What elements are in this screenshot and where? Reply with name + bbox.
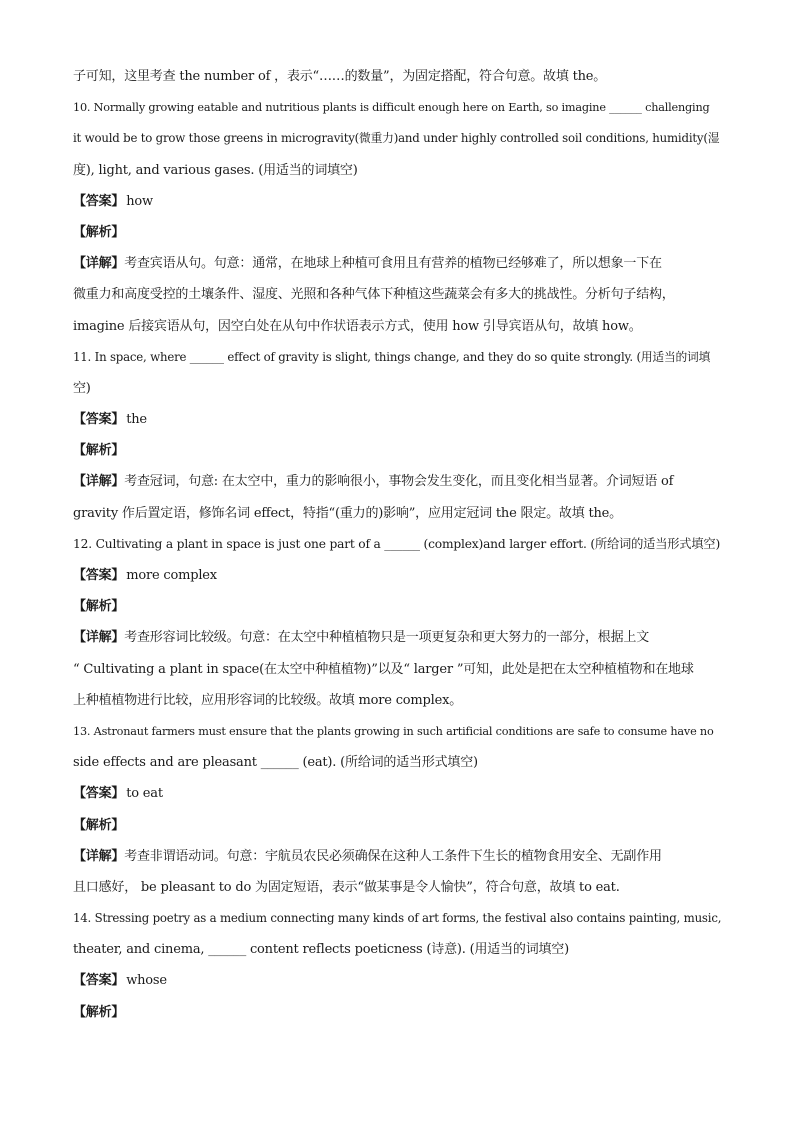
detail-text-line bbox=[73, 311, 723, 342]
answer-line bbox=[73, 404, 723, 435]
answer-value: whose bbox=[126, 973, 167, 989]
detail-label: 【详解】 bbox=[73, 256, 125, 272]
detail-text-line bbox=[73, 872, 723, 903]
answer-line bbox=[73, 778, 723, 809]
detail-text-line bbox=[73, 498, 723, 529]
question-text-line: 12. Cultivating a plant in space is just one part of a ______ (complex)and larger effort. (所给词的适当形式填空) bbox=[73, 536, 721, 551]
answer-value: to eat bbox=[126, 786, 163, 802]
question-text-line: it would be to grow those greens in microgravity(微重力)and under highly controlled soil conditions, humidity(湿 bbox=[73, 131, 720, 146]
question-list bbox=[73, 92, 723, 1028]
detail-text: 考查形容词比较级。句意：在太空中种植植物只是一项更复杂和更大努力的一部分，根据上文 bbox=[124, 630, 650, 646]
detail-text-line bbox=[73, 466, 723, 497]
detail-text: gravity 作后置定语，修饰名词 effect，特指“(重力的)影响”，应用定冠词 the 限定。故填 the。 bbox=[73, 505, 622, 521]
question-text-line: 空) bbox=[73, 380, 91, 396]
analysis-line bbox=[73, 997, 723, 1028]
question-block bbox=[73, 92, 723, 342]
detail-text: 考查非谓语动词。句意：宇航员农民必须确保在这种人工条件下生长的植物食用安全、无副作用 bbox=[124, 848, 662, 864]
detail-text: imagine 后接宾语从句，因空白处在从句中作状语表示方式，使用 how 引导宾语从句，故填 how。 bbox=[73, 318, 642, 334]
answer-label: 【答案】 bbox=[73, 786, 125, 802]
question-block bbox=[73, 529, 723, 716]
detail-label: 【详解】 bbox=[73, 474, 125, 490]
question-text-line: 14. Stressing poetry as a medium connecting many kinds of art forms, the festival also contains painting, music, bbox=[73, 911, 722, 926]
question-text-line: theater, and cinema, ______ content reflects poeticness (诗意). (用适当的词填空) bbox=[73, 942, 569, 958]
detail-label: 【详解】 bbox=[73, 630, 125, 646]
answer-label: 【答案】 bbox=[73, 568, 125, 583]
answer-label: 【答案】 bbox=[73, 412, 125, 428]
analysis-line bbox=[73, 591, 723, 622]
answer-label: 【答案】 bbox=[73, 193, 125, 209]
analysis-label: 【解析】 bbox=[73, 443, 125, 459]
detail-text: 考查冠词，句意: 在太空中，重力的影响很小，事物会发生变化，而且变化相当显著。介词短语 of bbox=[124, 474, 674, 490]
analysis-label: 【解析】 bbox=[73, 1004, 125, 1020]
question-text-line: 10. Normally growing eatable and nutritious plants is difficult enough here on Earth, so imagine ______ challenging bbox=[73, 101, 710, 115]
detail-text-line bbox=[73, 248, 723, 279]
analysis-line bbox=[73, 435, 723, 466]
detail-text: 考查宾语从句。句意：通常，在地球上种植可食用且有营养的植物已经够难了，所以想象一下在 bbox=[124, 256, 662, 272]
detail-text-line bbox=[73, 685, 723, 716]
answer-label: 【答案】 bbox=[73, 973, 125, 989]
analysis-line bbox=[73, 217, 723, 248]
analysis-label: 【解析】 bbox=[73, 599, 125, 615]
question-text-line: side effects and are pleasant ______ (eat). (所给词的适当形式填空) bbox=[73, 755, 478, 771]
detail-text-line bbox=[73, 841, 723, 872]
document-page bbox=[73, 61, 723, 1028]
analysis-label: 【解析】 bbox=[73, 224, 125, 240]
answer-line bbox=[73, 560, 723, 591]
answer-value: how bbox=[126, 193, 153, 209]
detail-text-line bbox=[73, 622, 723, 653]
detail-text: 微重力和高度受控的土壤条件、湿度、光照和各种气体下种植这些蔬菜会有多大的挑战性。分析句子结构， bbox=[73, 287, 675, 303]
detail-text-line bbox=[73, 654, 723, 685]
detail-label: 【详解】 bbox=[73, 848, 125, 864]
analysis-label: 【解析】 bbox=[73, 817, 125, 833]
question-block bbox=[73, 903, 723, 1028]
question-block bbox=[73, 716, 723, 903]
answer-line bbox=[73, 186, 723, 217]
detail-text-line bbox=[73, 279, 723, 310]
detail-text: 上种植植物进行比较，应用形容词的比较级。故填 more complex。 bbox=[73, 692, 463, 708]
detail-text: “ Cultivating a plant in space(在太空中种植植物)”以及“ larger ”可知，此处是把在太空种植植物和在地球 bbox=[73, 661, 694, 677]
answer-line bbox=[73, 965, 723, 996]
answer-value: more complex bbox=[126, 568, 217, 583]
question-text-line: 13. Astronaut farmers must ensure that the plants growing in such artificial conditions are safe to consume have no bbox=[73, 724, 714, 738]
analysis-line bbox=[73, 810, 723, 841]
question-block bbox=[73, 342, 723, 529]
question-text-line: 11. In space, where ______ effect of gravity is slight, things change, and they do so quite strongly. (用适当的词填 bbox=[73, 349, 711, 364]
answer-value: the bbox=[126, 412, 147, 428]
question-text-line: 度), light, and various gases. (用适当的词填空) bbox=[73, 162, 358, 178]
detail-text: 且口感好， be pleasant to do 为固定短语，表示“做某事是令人愉快”，符合句意，故填 to eat. bbox=[73, 879, 620, 895]
intro-line: 子可知，这里考查 the number of ，表示“……的数量”，为固定搭配，符合句意。故填 the。 bbox=[73, 69, 607, 84]
